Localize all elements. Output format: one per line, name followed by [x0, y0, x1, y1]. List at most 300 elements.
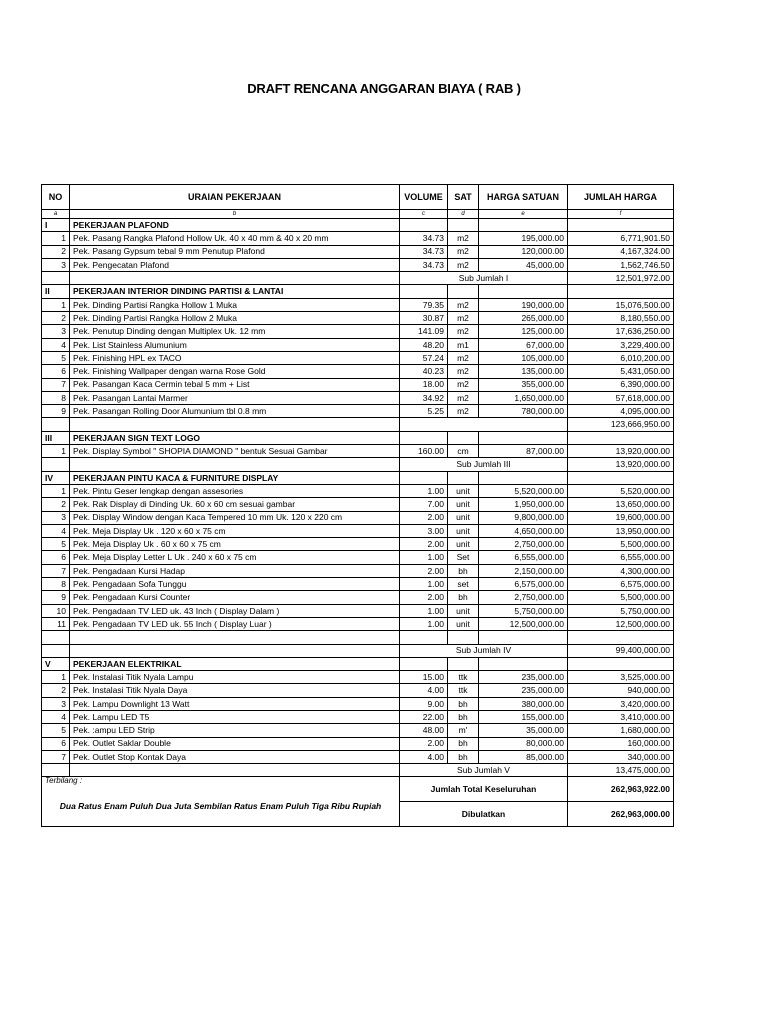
item-number: 5 — [42, 538, 70, 551]
item-unit: bh — [448, 564, 479, 577]
item-unit-price: 12,500,000.00 — [479, 617, 568, 630]
item-total: 8,180,550.00 — [568, 312, 674, 325]
item-unit-price: 2,750,000.00 — [479, 538, 568, 551]
item-volume: 3.00 — [400, 524, 448, 537]
terbilang-text: Dua Ratus Enam Puluh Dua Juta Sembilan Ratus Enam Puluh Tiga Ribu Rupiah — [42, 802, 400, 827]
item-total: 4,167,324.00 — [568, 245, 674, 258]
table-row — [42, 684, 674, 697]
item-unit-price: 9,800,000.00 — [479, 511, 568, 524]
item-total: 3,420,000.00 — [568, 697, 674, 710]
item-volume: 1.00 — [400, 604, 448, 617]
table-row — [42, 445, 674, 458]
grand-total-value: 262,963,922.00 — [568, 777, 674, 802]
subtotal-row — [42, 644, 674, 657]
item-number: 3 — [42, 325, 70, 338]
item-total: 6,555,000.00 — [568, 551, 674, 564]
item-total: 1,562,746.50 — [568, 258, 674, 271]
rab-table-body — [42, 185, 674, 827]
item-total: 5,500,000.00 — [568, 591, 674, 604]
item-volume: 160.00 — [400, 445, 448, 458]
table-row — [42, 511, 674, 524]
empty-cell — [400, 219, 448, 232]
table-row — [42, 564, 674, 577]
item-unit-price: 5,520,000.00 — [479, 484, 568, 497]
item-total: 5,520,000.00 — [568, 484, 674, 497]
empty-cell — [479, 219, 568, 232]
subtotal-value: 13,475,000.00 — [568, 764, 674, 777]
section-number: V — [42, 657, 70, 670]
item-description: Pek. Pengadaan Kursi Counter — [70, 591, 400, 604]
item-description: Pek. Meja Display Uk . 60 x 60 x 75 cm — [70, 538, 400, 551]
table-row — [42, 498, 674, 511]
rounded-total-value: 262,963,000.00 — [568, 802, 674, 827]
item-number: 10 — [42, 604, 70, 617]
item-unit: bh — [448, 697, 479, 710]
item-description: Pek. Finishing Wallpaper dengan warna Rose Gold — [70, 365, 400, 378]
column-letter: c — [400, 210, 448, 219]
column-letter: e — [479, 210, 568, 219]
item-number: 2 — [42, 498, 70, 511]
section-header-row — [42, 471, 674, 484]
table-row — [42, 737, 674, 750]
item-description: Pek. Instalasi Titik Nyala Daya — [70, 684, 400, 697]
item-volume: 30.87 — [400, 312, 448, 325]
item-volume: 22.00 — [400, 710, 448, 723]
item-volume: 2.00 — [400, 564, 448, 577]
item-description: Pek. Pengadaan TV LED uk. 43 Inch ( Display Dalam ) — [70, 604, 400, 617]
terbilang-label: Terbilang : — [42, 777, 400, 802]
item-unit: unit — [448, 604, 479, 617]
item-total: 940,000.00 — [568, 684, 674, 697]
item-total: 57,618,000.00 — [568, 391, 674, 404]
item-total: 13,920,000.00 — [568, 445, 674, 458]
empty-cell — [479, 471, 568, 484]
empty-cell — [42, 272, 70, 285]
item-number: 2 — [42, 245, 70, 258]
item-volume: 40.23 — [400, 365, 448, 378]
item-total: 13,650,000.00 — [568, 498, 674, 511]
item-description: Pek. Pengadaan Sofa Tunggu — [70, 578, 400, 591]
item-number: 4 — [42, 524, 70, 537]
empty-cell — [448, 471, 479, 484]
section-title: PEKERJAAN PLAFOND — [70, 219, 400, 232]
item-unit-price: 6,555,000.00 — [479, 551, 568, 564]
empty-cell — [400, 471, 448, 484]
item-unit-price: 235,000.00 — [479, 671, 568, 684]
item-volume: 15.00 — [400, 671, 448, 684]
section-number: I — [42, 219, 70, 232]
table-row — [42, 258, 674, 271]
section-number: IV — [42, 471, 70, 484]
header-uraian: URAIAN PEKERJAAN — [70, 185, 400, 210]
table-row — [42, 391, 674, 404]
item-volume: 4.00 — [400, 684, 448, 697]
item-unit: m2 — [448, 232, 479, 245]
item-description: Pek. Rak Display di Dinding Uk. 60 x 60 cm sesuai gambar — [70, 498, 400, 511]
item-number: 1 — [42, 484, 70, 497]
table-row — [42, 405, 674, 418]
item-total: 160,000.00 — [568, 737, 674, 750]
subtotal-label: Sub Jumlah V — [400, 764, 568, 777]
item-unit: m2 — [448, 258, 479, 271]
column-letter: f — [568, 210, 674, 219]
item-unit-price: 45,000.00 — [479, 258, 568, 271]
item-description: Pek. Lampu LED T5 — [70, 710, 400, 723]
empty-cell — [70, 764, 400, 777]
subtotal-row — [42, 418, 674, 431]
item-description: Pek. Display Window dengan Kaca Tempered 10 mm Uk. 120 x 220 cm — [70, 511, 400, 524]
item-unit-price: 1,950,000.00 — [479, 498, 568, 511]
item-total: 13,950,000.00 — [568, 524, 674, 537]
item-unit-price: 67,000.00 — [479, 338, 568, 351]
empty-cell — [448, 631, 479, 644]
item-unit-price: 265,000.00 — [479, 312, 568, 325]
item-number: 4 — [42, 710, 70, 723]
item-unit: unit — [448, 511, 479, 524]
empty-cell — [479, 285, 568, 298]
item-number: 3 — [42, 697, 70, 710]
item-number: 1 — [42, 445, 70, 458]
subtotal-label: Sub Jumlah IV — [400, 644, 568, 657]
item-unit: m2 — [448, 365, 479, 378]
item-unit-price: 125,000.00 — [479, 325, 568, 338]
item-number: 7 — [42, 564, 70, 577]
subtotal-value: 12,501,972.00 — [568, 272, 674, 285]
column-letter: b — [70, 210, 400, 219]
table-row — [42, 617, 674, 630]
item-total: 19,600,000.00 — [568, 511, 674, 524]
item-description: Pek. Pasangan Lantai Marmer — [70, 391, 400, 404]
section-number: II — [42, 285, 70, 298]
empty-cell — [448, 657, 479, 670]
item-unit: cm — [448, 445, 479, 458]
section-title: PEKERJAAN PINTU KACA & FURNITURE DISPLAY — [70, 471, 400, 484]
item-unit-price: 380,000.00 — [479, 697, 568, 710]
item-unit: unit — [448, 538, 479, 551]
empty-cell — [400, 285, 448, 298]
item-unit-price: 105,000.00 — [479, 351, 568, 364]
subtotal-label: Sub Jumlah III — [400, 458, 568, 471]
subtotal-row — [42, 272, 674, 285]
table-row — [42, 312, 674, 325]
item-total: 5,750,000.00 — [568, 604, 674, 617]
table-row — [42, 724, 674, 737]
item-number: 2 — [42, 312, 70, 325]
item-total: 3,229,400.00 — [568, 338, 674, 351]
item-description: Pek. Finishing HPL ex TACO — [70, 351, 400, 364]
item-volume: 34.73 — [400, 232, 448, 245]
subtotal-value: 13,920,000.00 — [568, 458, 674, 471]
empty-cell — [42, 418, 70, 431]
item-description: Pek. Outlet Saklar Double — [70, 737, 400, 750]
rounded-total-label: Dibulatkan — [400, 802, 568, 827]
table-row — [42, 551, 674, 564]
item-description: Pek. Pintu Geser lengkap dengan assesories — [70, 484, 400, 497]
item-description: Pek. Pasangan Rolling Door Alumunium tbl 0.8 mm — [70, 405, 400, 418]
subtotal-label — [400, 418, 568, 431]
item-unit: bh — [448, 710, 479, 723]
item-total: 17,636,250.00 — [568, 325, 674, 338]
item-unit-price: 235,000.00 — [479, 684, 568, 697]
item-unit: ttk — [448, 684, 479, 697]
item-unit-price: 6,575,000.00 — [479, 578, 568, 591]
item-description: Pek. Pengadaan TV LED uk. 55 Inch ( Display Luar ) — [70, 617, 400, 630]
item-volume: 7.00 — [400, 498, 448, 511]
item-total: 3,525,000.00 — [568, 671, 674, 684]
empty-cell — [42, 631, 70, 644]
item-volume: 9.00 — [400, 697, 448, 710]
item-total: 1,680,000.00 — [568, 724, 674, 737]
item-unit: m2 — [448, 325, 479, 338]
empty-cell — [479, 657, 568, 670]
item-unit: unit — [448, 617, 479, 630]
table-row — [42, 378, 674, 391]
empty-cell — [568, 219, 674, 232]
empty-cell — [568, 657, 674, 670]
empty-cell — [400, 631, 448, 644]
table-row — [42, 351, 674, 364]
item-unit: m2 — [448, 351, 479, 364]
section-header-row — [42, 431, 674, 444]
item-unit: m2 — [448, 312, 479, 325]
section-header-row — [42, 657, 674, 670]
item-unit-price: 135,000.00 — [479, 365, 568, 378]
item-volume: 34.92 — [400, 391, 448, 404]
item-description: Pek. Meja Display Letter L Uk . 240 x 60 x 75 cm — [70, 551, 400, 564]
table-row — [42, 338, 674, 351]
empty-cell — [42, 764, 70, 777]
item-unit-price: 85,000.00 — [479, 750, 568, 763]
empty-cell — [400, 431, 448, 444]
item-volume: 2.00 — [400, 511, 448, 524]
item-unit: unit — [448, 498, 479, 511]
empty-cell — [448, 431, 479, 444]
item-volume: 48.20 — [400, 338, 448, 351]
item-unit: set — [448, 578, 479, 591]
item-description: Pek. Pengadaan Kursi Hadap — [70, 564, 400, 577]
item-unit-price: 780,000.00 — [479, 405, 568, 418]
item-unit-price: 5,750,000.00 — [479, 604, 568, 617]
empty-cell — [70, 458, 400, 471]
item-unit: m1 — [448, 338, 479, 351]
item-unit-price: 355,000.00 — [479, 378, 568, 391]
empty-cell — [568, 431, 674, 444]
empty-cell — [70, 272, 400, 285]
blank-row — [42, 631, 674, 644]
item-volume: 79.35 — [400, 298, 448, 311]
item-volume: 2.00 — [400, 591, 448, 604]
table-row — [42, 591, 674, 604]
grand-total-row — [42, 777, 674, 802]
item-unit-price: 80,000.00 — [479, 737, 568, 750]
table-header-row — [42, 185, 674, 210]
empty-cell — [479, 431, 568, 444]
item-volume: 1.00 — [400, 551, 448, 564]
item-description: Pek. List Stainless Alumunium — [70, 338, 400, 351]
item-number: 1 — [42, 232, 70, 245]
item-number: 8 — [42, 391, 70, 404]
table-row — [42, 524, 674, 537]
item-volume: 2.00 — [400, 737, 448, 750]
item-volume: 5.25 — [400, 405, 448, 418]
item-total: 6,771,901.50 — [568, 232, 674, 245]
item-description: Pek. Lampu Downlight 13 Watt — [70, 697, 400, 710]
item-number: 8 — [42, 578, 70, 591]
item-number: 5 — [42, 724, 70, 737]
item-unit: unit — [448, 484, 479, 497]
item-number: 5 — [42, 351, 70, 364]
item-number: 9 — [42, 405, 70, 418]
item-total: 3,410,000.00 — [568, 710, 674, 723]
table-row — [42, 365, 674, 378]
empty-cell — [568, 631, 674, 644]
item-unit-price: 2,150,000.00 — [479, 564, 568, 577]
table-row — [42, 232, 674, 245]
item-number: 1 — [42, 671, 70, 684]
item-volume: 2.00 — [400, 538, 448, 551]
item-number: 6 — [42, 551, 70, 564]
item-unit: ttk — [448, 671, 479, 684]
item-total: 5,431,050.00 — [568, 365, 674, 378]
empty-cell — [568, 285, 674, 298]
table-row — [42, 325, 674, 338]
item-unit: unit — [448, 524, 479, 537]
item-unit: m2 — [448, 405, 479, 418]
item-unit: m2 — [448, 298, 479, 311]
item-unit-price: 155,000.00 — [479, 710, 568, 723]
item-unit: m2 — [448, 245, 479, 258]
item-unit: m2 — [448, 378, 479, 391]
item-volume: 1.00 — [400, 484, 448, 497]
empty-cell — [70, 644, 400, 657]
table-row — [42, 671, 674, 684]
item-number: 4 — [42, 338, 70, 351]
item-volume: 34.73 — [400, 258, 448, 271]
subtotal-value: 123,666,950.00 — [568, 418, 674, 431]
empty-cell — [568, 471, 674, 484]
empty-cell — [448, 285, 479, 298]
item-unit-price: 87,000.00 — [479, 445, 568, 458]
item-description: Pek. Pasangan Kaca Cermin tebal 5 mm + List — [70, 378, 400, 391]
item-volume: 34.73 — [400, 245, 448, 258]
item-total: 6,575,000.00 — [568, 578, 674, 591]
header-sat: SAT — [448, 185, 479, 210]
item-description: Pek. Pasang Rangka Plafond Hollow Uk. 40 x 40 mm & 40 x 20 mm — [70, 232, 400, 245]
item-volume: 18.00 — [400, 378, 448, 391]
subtotal-row — [42, 458, 674, 471]
item-number: 9 — [42, 591, 70, 604]
section-header-row — [42, 285, 674, 298]
header-no: NO — [42, 185, 70, 210]
page-title: DRAFT RENCANA ANGGARAN BIAYA ( RAB ) — [247, 81, 521, 96]
item-unit-price: 120,000.00 — [479, 245, 568, 258]
table-row — [42, 484, 674, 497]
item-total: 4,095,000.00 — [568, 405, 674, 418]
empty-cell — [42, 644, 70, 657]
table-row — [42, 578, 674, 591]
item-description: Pek. Dinding Partisi Rangka Hollow 1 Muka — [70, 298, 400, 311]
table-row — [42, 710, 674, 723]
item-volume: 48.00 — [400, 724, 448, 737]
item-number: 11 — [42, 617, 70, 630]
subtotal-label: Sub Jumlah I — [400, 272, 568, 285]
header-volume: VOLUME — [400, 185, 448, 210]
item-description: Pek. Meja Display Uk . 120 x 60 x 75 cm — [70, 524, 400, 537]
item-description: Pek. :ampu LED Strip — [70, 724, 400, 737]
item-number: 7 — [42, 750, 70, 763]
rab-table — [41, 184, 674, 827]
item-total: 5,500,000.00 — [568, 538, 674, 551]
item-number: 1 — [42, 298, 70, 311]
item-description: Pek. Instalasi Titik Nyala Lampu — [70, 671, 400, 684]
item-volume: 1.00 — [400, 578, 448, 591]
item-description: Pek. Penutup Dinding dengan Multiplex Uk. 12 mm — [70, 325, 400, 338]
item-unit: bh — [448, 737, 479, 750]
section-title: PEKERJAAN SIGN TEXT LOGO — [70, 431, 400, 444]
section-number: III — [42, 431, 70, 444]
table-row — [42, 298, 674, 311]
item-total: 340,000.00 — [568, 750, 674, 763]
item-number: 3 — [42, 511, 70, 524]
item-description: Pek. Outlet Stop Kontak Daya — [70, 750, 400, 763]
item-description: Pek. Pengecatan Plafond — [70, 258, 400, 271]
item-number: 6 — [42, 737, 70, 750]
item-unit: bh — [448, 750, 479, 763]
empty-cell — [70, 418, 400, 431]
section-title: PEKERJAAN ELEKTRIKAL — [70, 657, 400, 670]
item-unit-price: 35,000.00 — [479, 724, 568, 737]
empty-cell — [448, 219, 479, 232]
item-number: 3 — [42, 258, 70, 271]
table-row — [42, 697, 674, 710]
item-volume: 4.00 — [400, 750, 448, 763]
item-volume: 1.00 — [400, 617, 448, 630]
section-header-row — [42, 219, 674, 232]
table-row — [42, 245, 674, 258]
item-number: 6 — [42, 365, 70, 378]
item-total: 4,300,000.00 — [568, 564, 674, 577]
section-title: PEKERJAAN INTERIOR DINDING PARTISI & LANTAI — [70, 285, 400, 298]
table-row — [42, 604, 674, 617]
subtotal-row — [42, 764, 674, 777]
item-description: Pek. Display Symbol " SHOPIA DIAMOND " bentuk Sesuai Gambar — [70, 445, 400, 458]
empty-cell — [479, 631, 568, 644]
item-description: Pek. Pasang Gypsum tebal 9 mm Penutup Plafond — [70, 245, 400, 258]
item-volume: 141.09 — [400, 325, 448, 338]
table-row — [42, 538, 674, 551]
item-total: 12,500,000.00 — [568, 617, 674, 630]
column-letter-row — [42, 210, 674, 219]
item-volume: 57.24 — [400, 351, 448, 364]
table-row — [42, 750, 674, 763]
empty-cell — [400, 657, 448, 670]
column-letter: a — [42, 210, 70, 219]
item-total: 6,010,200.00 — [568, 351, 674, 364]
item-unit-price: 4,650,000.00 — [479, 524, 568, 537]
empty-cell — [42, 458, 70, 471]
item-unit: Set — [448, 551, 479, 564]
item-unit: m' — [448, 724, 479, 737]
empty-cell — [70, 631, 400, 644]
item-number: 2 — [42, 684, 70, 697]
item-total: 15,076,500.00 — [568, 298, 674, 311]
header-jumlah-harga: JUMLAH HARGA — [568, 185, 674, 210]
grand-total-label: Jumlah Total Keseluruhan — [400, 777, 568, 802]
item-unit: m2 — [448, 391, 479, 404]
item-unit-price: 1,650,000.00 — [479, 391, 568, 404]
item-total: 6,390,000.00 — [568, 378, 674, 391]
column-letter: d — [448, 210, 479, 219]
